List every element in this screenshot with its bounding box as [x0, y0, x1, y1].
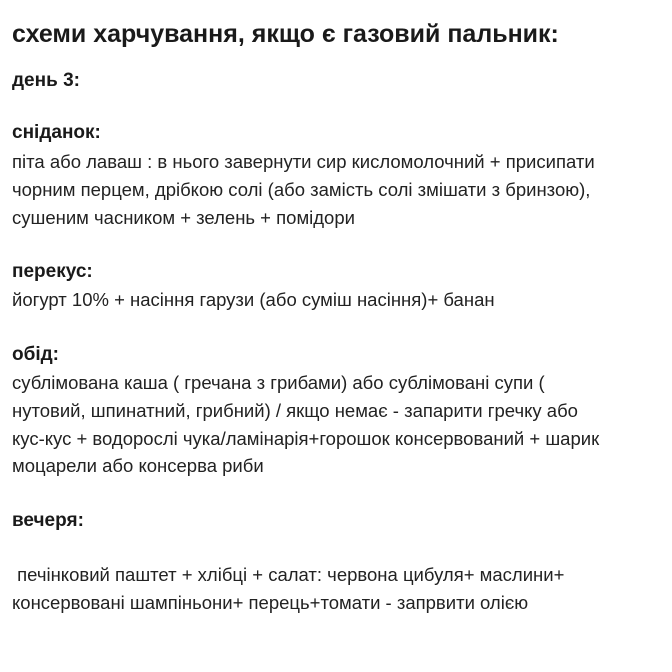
section-heading-dinner: вечеря: [12, 510, 84, 531]
section-heading-lunch: обід: [12, 344, 60, 365]
lunch-line: моцарели або консерва риби [12, 455, 264, 476]
dinner-line: консервовані шампіньони+ перець+томати - запрвити олією [12, 592, 529, 613]
section-heading-breakfast: сніданок: [12, 122, 101, 143]
snack-line: йогурт 10% + насіння гарузи (або суміш насіння)+ банан [12, 289, 495, 310]
breakfast-line: сушеним часником + зелень + помідори [12, 207, 355, 228]
section-heading-snack: перекус: [12, 261, 93, 282]
day-label: день 3: [12, 70, 80, 91]
lunch-line: сублімована каша ( гречана з грибами) або сублімовані супи ( [12, 372, 545, 393]
lunch-line: кус-кус + водорослі чука/ламінарія+горошок консервований + шарик [12, 428, 600, 449]
breakfast-line: чорним перцем, дрібкою солі (або замість солі змішати з бринзою), [12, 179, 591, 200]
page-title: схеми харчування, якщо є газовий пальник: [12, 20, 559, 48]
breakfast-line: піта або лаваш : в нього завернути сир кисломолочний + присипати [12, 151, 595, 172]
lunch-line: нутовий, шпинатний, грибний) / якщо немає - запарити гречку або [12, 400, 578, 421]
dinner-line: печінковий паштет + хлібці + салат: червона цибуля+ маслини+ [12, 564, 565, 585]
